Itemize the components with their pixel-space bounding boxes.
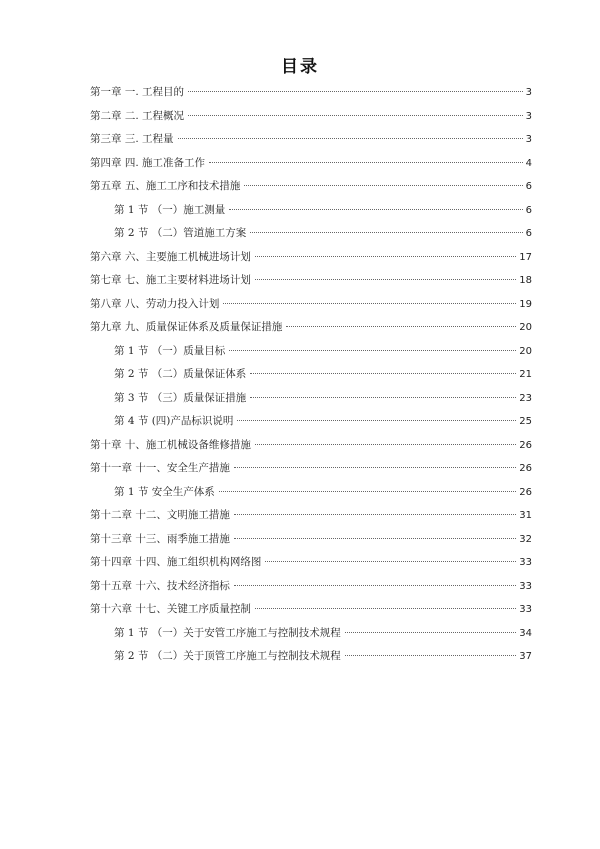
toc-dot-leader	[345, 655, 517, 656]
toc-page-number: 18	[519, 275, 532, 286]
toc-entry-label: 第八章 八、劳动力投入计划	[90, 297, 220, 310]
toc-entry[interactable]	[90, 271, 532, 289]
toc-page-number: 34	[519, 627, 532, 639]
toc-dot-leader	[255, 444, 516, 445]
toc-entry[interactable]	[114, 201, 532, 219]
toc-dot-leader	[244, 185, 522, 186]
toc-entry[interactable]	[114, 483, 532, 501]
toc-dot-leader	[234, 467, 516, 468]
toc-entry-label: 第六章 六、主要施工机械进场计划	[90, 250, 251, 263]
toc-entry[interactable]	[90, 553, 532, 571]
toc-entry[interactable]	[90, 83, 532, 101]
toc-page-number: 6	[525, 204, 532, 216]
toc-dot-leader	[255, 608, 516, 609]
toc-entry-label: 第三章 三. 工程量	[90, 133, 174, 145]
toc-entry-label: 第一章 一. 工程目的	[90, 86, 185, 98]
toc-page-number: 31	[519, 510, 532, 521]
toc-entry[interactable]	[114, 389, 532, 407]
toc-entry[interactable]	[90, 459, 532, 477]
toc-entry[interactable]	[90, 530, 532, 548]
toc-page-number: 26	[519, 486, 532, 498]
toc-page-number: 26	[519, 463, 532, 474]
toc-dot-leader	[223, 303, 516, 304]
toc-entry-label: 第十三章 十三、雨季施工措施	[90, 532, 230, 545]
toc-dot-leader	[255, 256, 516, 257]
toc-entry[interactable]	[90, 248, 532, 266]
toc-page-number: 3	[525, 110, 532, 122]
toc-dot-leader	[209, 162, 523, 163]
toc-dot-leader	[250, 373, 516, 374]
toc-dot-leader	[229, 209, 522, 210]
toc-entry[interactable]	[114, 412, 532, 430]
toc-dot-leader	[178, 138, 523, 139]
toc-dot-leader	[188, 115, 523, 116]
toc-entry-label: 第 1 节 （一）关于安管工序施工与控制技术规程	[114, 626, 341, 639]
toc-dot-leader	[237, 420, 516, 421]
toc-entry-label: 第十章 十、施工机械设备维修措施	[90, 438, 251, 451]
toc-entry-label: 第七章 七、施工主要材料进场计划	[90, 274, 251, 286]
toc-entry-label: 第十六章 十七、关键工序质量控制	[90, 603, 251, 615]
toc-entry-label: 第 1 节 （一）质量目标	[114, 344, 226, 357]
toc-entry-label: 第九章 九、质量保证体系及质量保证措施	[90, 321, 283, 333]
toc-entry[interactable]	[90, 295, 532, 313]
toc-entry-label: 第 2 节 （二）管道施工方案	[114, 227, 247, 239]
toc-dot-leader	[265, 561, 516, 562]
toc-page-number: 37	[519, 651, 532, 662]
toc-page-number: 26	[519, 439, 532, 451]
toc-entry-label: 第十一章 十一、安全生产措施	[90, 462, 230, 474]
toc-dot-leader	[234, 538, 516, 539]
toc-page-number: 33	[519, 604, 532, 615]
toc-entry[interactable]	[114, 224, 532, 242]
toc-dot-leader	[234, 514, 516, 515]
toc-page-number: 3	[525, 134, 532, 145]
toc-page-number: 4	[525, 157, 532, 169]
toc-entry[interactable]	[90, 506, 532, 524]
toc-entry-label: 第十二章 十二、文明施工措施	[90, 509, 230, 521]
toc-page-number: 20	[519, 345, 532, 357]
toc-page-number: 23	[519, 392, 532, 404]
toc-entry-label: 第 2 节 （二）质量保证体系	[114, 368, 247, 380]
toc-page-number: 21	[519, 369, 532, 380]
toc-dot-leader	[250, 232, 522, 233]
toc-entry[interactable]	[90, 154, 532, 172]
toc-entry-label: 第二章 二. 工程概况	[90, 109, 185, 122]
toc-page-number: 3	[525, 87, 532, 98]
toc-entry-label: 第 1 节 安全生产体系	[114, 485, 215, 498]
toc-dot-leader	[229, 350, 516, 351]
toc-page-number: 6	[525, 181, 532, 192]
toc-entry-label: 第 3 节 （三）质量保证措施	[114, 391, 247, 404]
toc-entry[interactable]	[90, 177, 532, 195]
toc-entry[interactable]	[114, 624, 532, 642]
toc-title: 目录	[281, 57, 319, 77]
toc-page-number: 25	[519, 416, 532, 427]
toc-entry-label: 第十五章 十六、技术经济指标	[90, 579, 230, 592]
toc-page-number: 33	[519, 580, 532, 592]
toc-page-number: 6	[525, 228, 532, 239]
toc-entry[interactable]	[90, 318, 532, 336]
toc-page-number: 17	[519, 251, 532, 263]
toc-dot-leader	[255, 279, 516, 280]
toc-entry-label: 第 1 节 （一）施工测量	[114, 203, 226, 216]
toc-entry[interactable]	[90, 600, 532, 618]
toc-entry[interactable]	[90, 130, 532, 148]
toc-entry-label: 第 2 节 （二）关于顶管工序施工与控制技术规程	[114, 650, 341, 662]
toc-entry-label: 第 4 节 (四)产品标识说明	[114, 415, 234, 427]
toc-dot-leader	[234, 585, 516, 586]
toc-dot-leader	[250, 397, 516, 398]
toc-dot-leader	[286, 326, 516, 327]
toc-dot-leader	[219, 491, 517, 492]
toc-entry[interactable]	[114, 365, 532, 383]
toc-page-number: 20	[519, 322, 532, 333]
toc-page-number: 32	[519, 533, 532, 545]
toc-entry-label: 第五章 五、施工工序和技术措施	[90, 180, 241, 192]
toc-entry[interactable]	[90, 107, 532, 125]
toc-entry[interactable]	[114, 342, 532, 360]
toc-entry[interactable]	[90, 577, 532, 595]
toc-entry-label: 第四章 四. 施工准备工作	[90, 156, 206, 169]
toc-dot-leader	[345, 632, 517, 633]
toc-page-number: 33	[519, 557, 532, 568]
toc-entry[interactable]	[114, 647, 532, 665]
toc-entry[interactable]	[90, 436, 532, 454]
toc-dot-leader	[188, 91, 523, 92]
toc-entry-label: 第十四章 十四、施工组织机构网络图	[90, 556, 262, 568]
toc-page-number: 19	[519, 298, 532, 310]
